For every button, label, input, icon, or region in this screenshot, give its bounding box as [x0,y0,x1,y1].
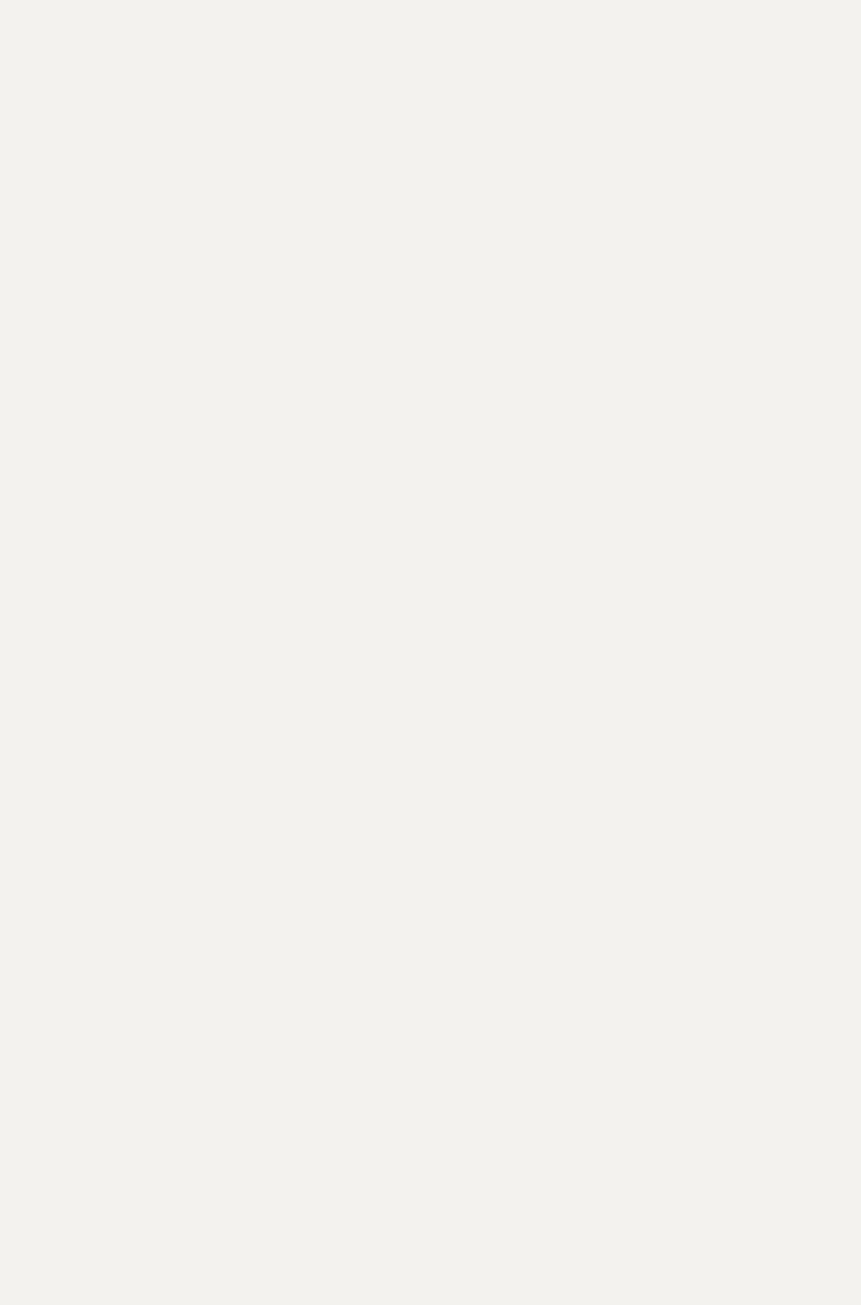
previous-question-options [115,0,801,66]
